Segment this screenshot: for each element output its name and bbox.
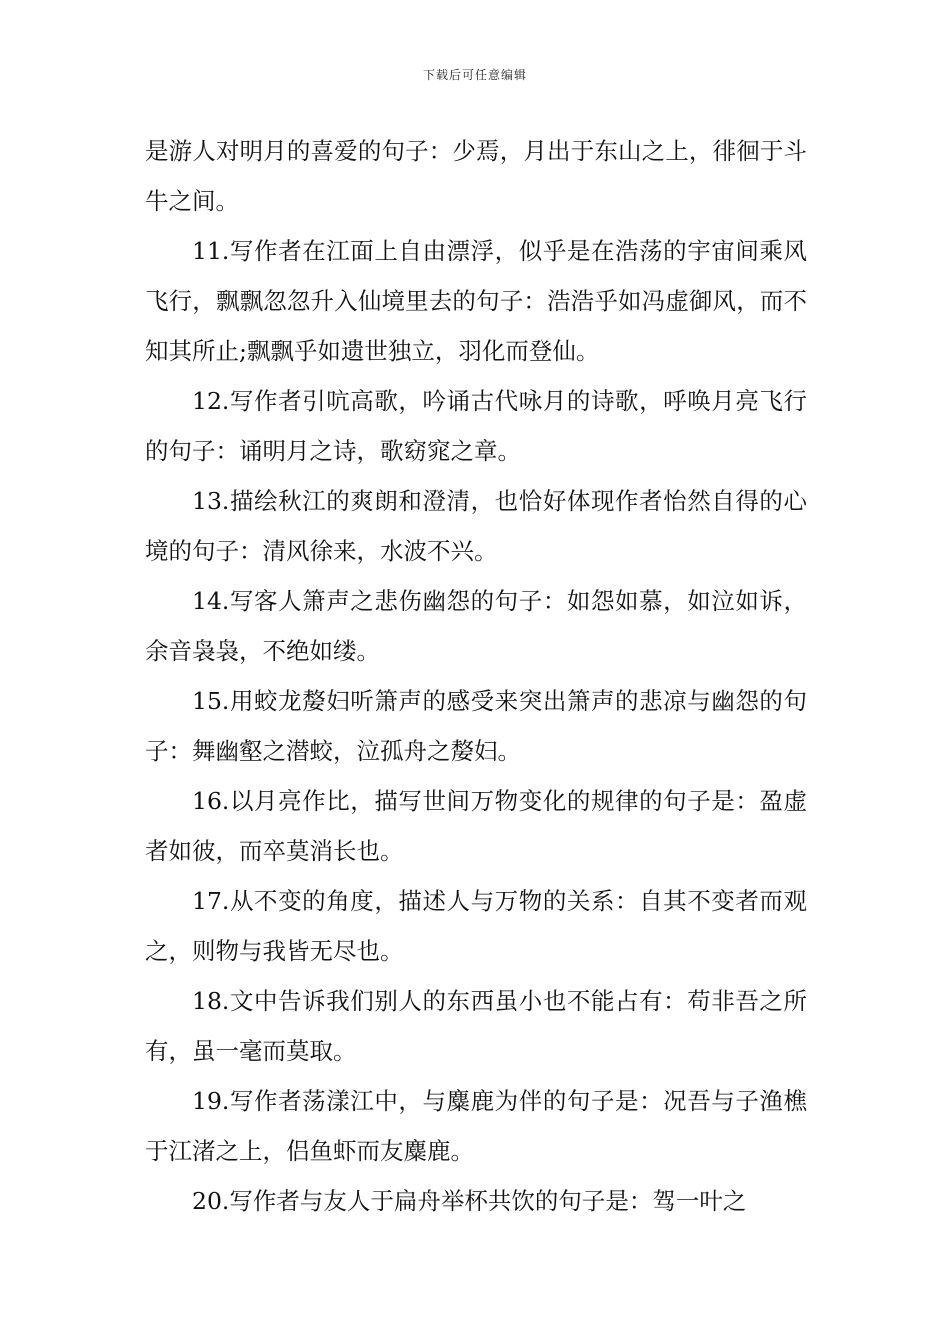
paragraph-item-17: 17.从不变的角度，描述人与万物的关系：自其不变者而观之，则物与我皆无尽也。	[145, 887, 807, 965]
paragraph-item-13: 13.描绘秋江的爽朗和澄清，也恰好体现作者怡然自得的心境的句子：清风徐来，水波不兴。	[145, 487, 807, 565]
paragraph-continuation: 是游人对明月的喜爱的句子：少焉，月出于东山之上，徘徊于斗牛之间。	[145, 137, 807, 215]
paragraph-item-11: 11.写作者在江面上自由漂浮，似乎是在浩荡的宇宙间乘风飞行，飘飘忽忽升入仙境里去的句子：浩浩乎如冯虚御风，而不知其所止;飘飘乎如遗世独立，羽化而登仙。	[145, 237, 807, 365]
page-header: 下载后可任意编辑	[422, 68, 527, 82]
paragraph-item-12: 12.写作者引吭高歌，吟诵古代咏月的诗歌，呼唤月亮飞行的句子：诵明月之诗，歌窈窕之章。	[145, 387, 807, 465]
paragraph-item-15: 15.用蛟龙嫠妇听箫声的感受来突出箫声的悲凉与幽怨的句子：舞幽壑之潜蛟，泣孤舟之嫠妇。	[145, 687, 807, 765]
paragraph-item-16: 16.以月亮作比，描写世间万物变化的规律的句子是：盈虚者如彼，而卒莫消长也。	[145, 787, 807, 865]
paragraph-item-19: 19.写作者荡漾江中，与麋鹿为伴的句子是：况吾与子渔樵于江渚之上，侣鱼虾而友麋鹿。	[145, 1087, 807, 1165]
paragraph-item-14: 14.写客人箫声之悲伤幽怨的句子：如怨如慕，如泣如诉，余音袅袅，不绝如缕。	[145, 587, 807, 665]
paragraph-item-18: 18.文中告诉我们别人的东西虽小也不能占有：苟非吾之所有，虽一毫而莫取。	[145, 987, 807, 1065]
paragraph-item-20: 20.写作者与友人于扁舟举杯共饮的句子是：驾一叶之	[192, 1187, 747, 1215]
document-body	[145, 126, 807, 1226]
